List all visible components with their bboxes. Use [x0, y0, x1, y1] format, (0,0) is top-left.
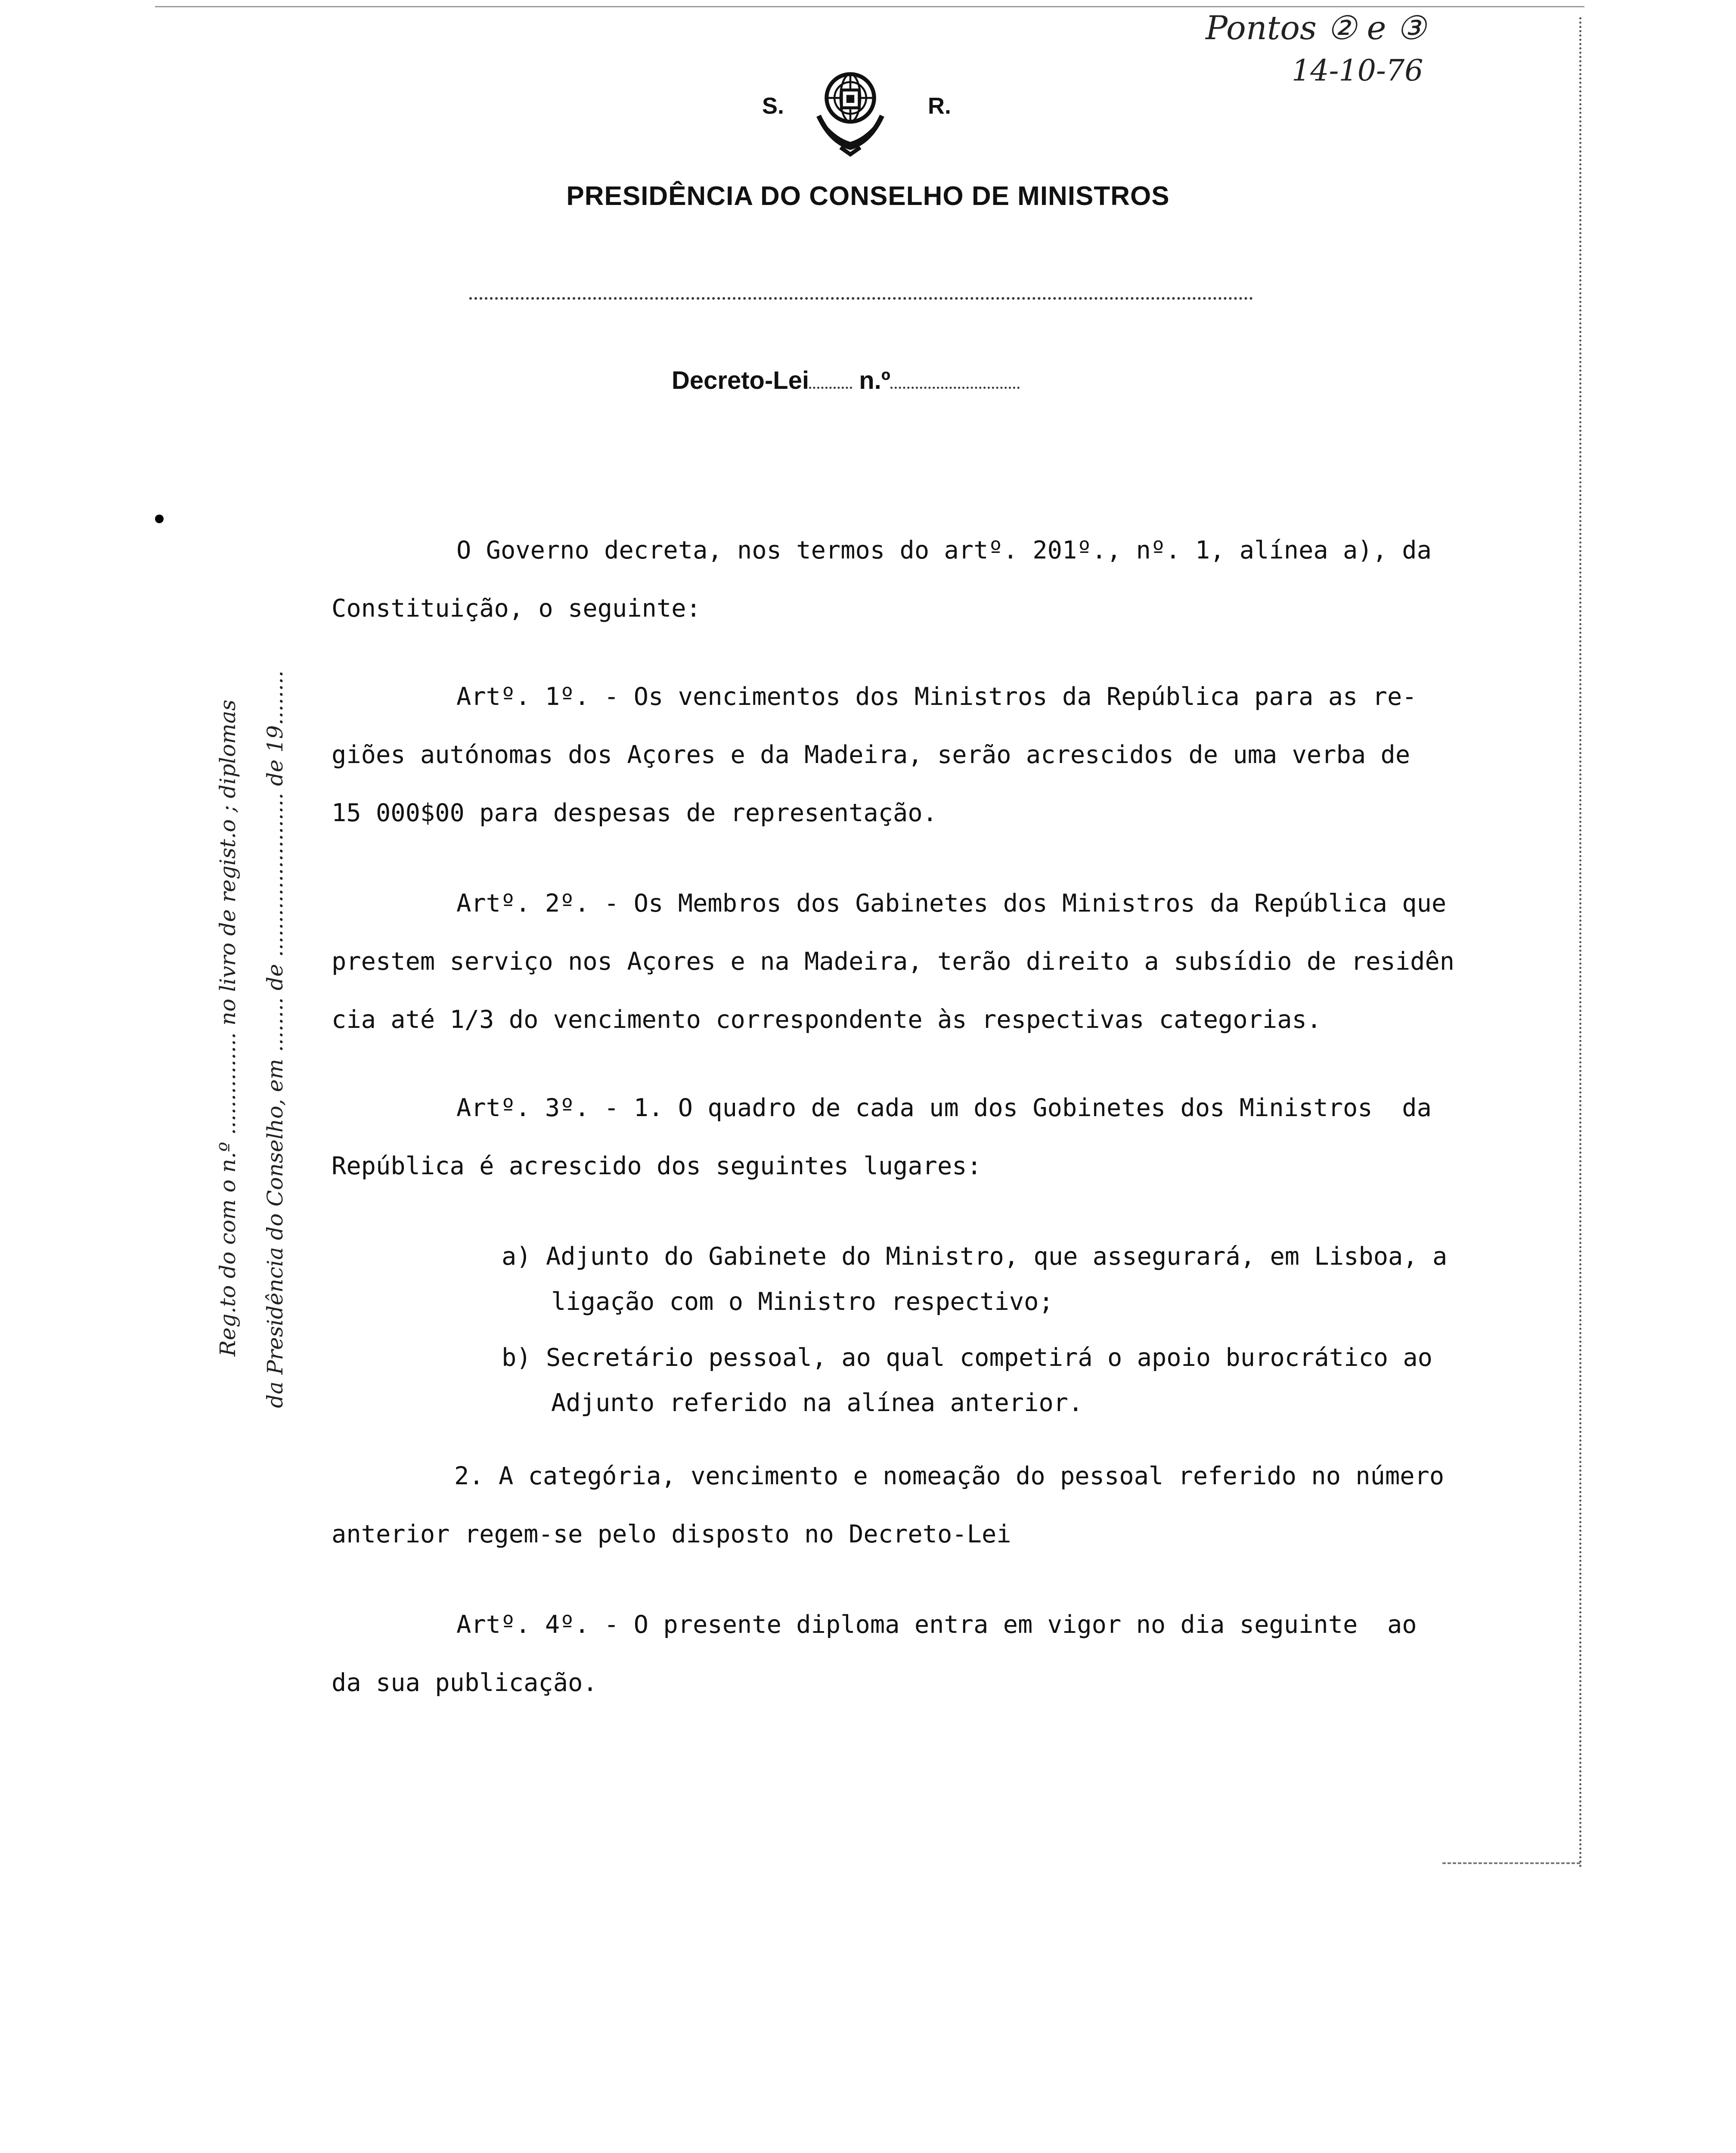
body-line: b) Secretário pessoal, ao qual competirá o apoio burocrático ao — [502, 1343, 1432, 1372]
coat-of-arms-icon — [801, 60, 900, 159]
body-line: ligação com o Ministro respectivo; — [551, 1287, 1054, 1316]
page-corner-edge — [1442, 1862, 1580, 1864]
body-line: prestem serviço nos Açores e na Madeira, terão direito a subsídio de residên — [332, 947, 1455, 976]
header-letter-s: S. — [762, 93, 784, 119]
decree-blank-1 — [809, 382, 852, 389]
body-line: República é acrescido dos seguintes lugares: — [332, 1152, 982, 1180]
body-line: Artº. 4º. - O presente diploma entra em vigor no dia seguinte ao — [456, 1610, 1417, 1639]
decree-number-label: n.º — [859, 366, 890, 394]
decree-line — [672, 366, 1020, 395]
decree-blank-2 — [890, 382, 1020, 389]
body-line: 2. A categória, vencimento e nomeação do pessoal referido no número — [454, 1462, 1445, 1490]
body-line: Artº. 3º. - 1. O quadro de cada um dos Gobinetes dos Ministros da — [456, 1094, 1432, 1122]
body-line: giões autónomas dos Açores e da Madeira, serão acrescidos de uma verba de — [332, 741, 1410, 769]
handwritten-note-points: Pontos ② e ③ — [1206, 9, 1426, 47]
body-line: Constituição, o seguinte: — [332, 594, 701, 623]
ink-dot — [155, 515, 164, 523]
body-line: Adjunto referido na alínea anterior. — [551, 1389, 1083, 1417]
page-right-edge — [1579, 17, 1581, 1869]
header-letter-r: R. — [928, 93, 951, 119]
body-line: Artº. 1º. - Os vencimentos dos Ministros da República para as re- — [456, 683, 1417, 711]
body-line: a) Adjunto do Gabinete do Ministro, que assegurará, em Lisboa, a — [502, 1242, 1448, 1271]
body-line: cia até 1/3 do vencimento correspondente às respectivas categorias. — [332, 1005, 1322, 1034]
body-line: anterior regem-se pelo disposto no Decreto-Lei — [332, 1520, 1011, 1548]
body-line: O Governo decreta, nos termos do artº. 201º., nº. 1, alínea a), da — [456, 536, 1432, 565]
handwritten-note-date: 14-10-76 — [1292, 54, 1423, 88]
margin-registry-note: Reg.to do com o n.º ............... no livro de regist.o ; diplomas — [215, 699, 240, 1356]
body-line: Artº. 2º. - Os Membros dos Gabinetes dos Ministros da República que — [456, 889, 1447, 918]
dotted-rule — [469, 297, 1253, 300]
document-heading: PRESIDÊNCIA DO CONSELHO DE MINISTROS — [566, 181, 1170, 211]
body-line: da sua publicação. — [332, 1669, 598, 1697]
body-line: 15 000$00 para despesas de representação. — [332, 799, 937, 827]
margin-council-note: da Presidência do Conselho, em ........ de ........................ de 19........ — [263, 670, 288, 1408]
page-top-edge — [155, 6, 1584, 7]
decree-label: Decreto-Lei — [672, 366, 809, 394]
